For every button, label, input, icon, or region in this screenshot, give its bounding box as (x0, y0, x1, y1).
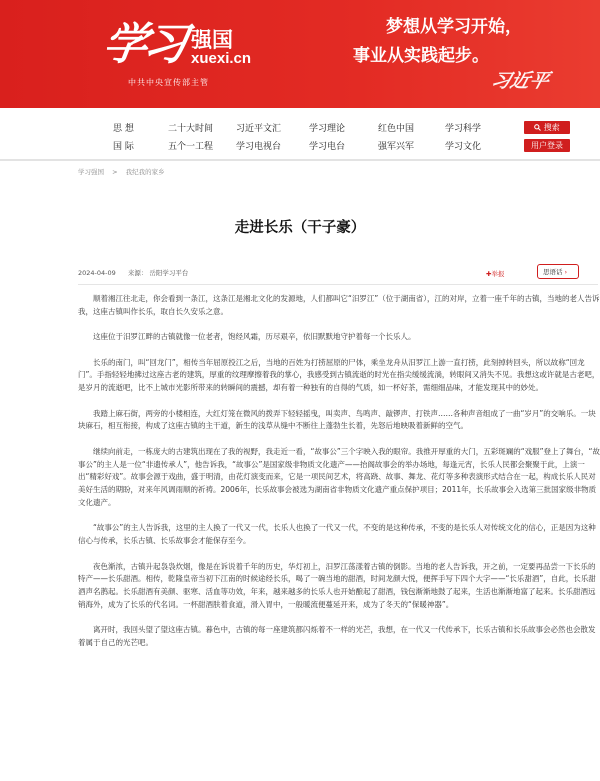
article-paragraph: 长乐的南门，叫“回龙门”，相传当年屈原投江之后，当地的百姓为打捞屈原的尸体，乘坐龙舟从汨罗江上游一直打捞，此刻掉转回头，所以故称“回龙门”。手指轻轻地拂过这座古老的建筑，厚重的纹理摩擦着我的掌心，我感受到古镇流逝的时光在指尖缓缓流淌，转眼间又消失不见。我想这或许就是古老吧，是岁月的流逝吧，比不上城市光影所带来的转瞬间的震撼，却有着一种独有的自得的气质，如一杯好茶，需细细品味，才能发现其中的妙处。 (78, 357, 600, 393)
breadcrumb-current[interactable]: 我纪我的家乡 (125, 168, 165, 176)
nav-item-wenhua[interactable]: 学习文化 (445, 142, 482, 152)
nav-item-dianshi[interactable]: 学习电视台 (236, 142, 282, 152)
logo-subtitle: 中共中央宣传部主管 (128, 78, 209, 87)
article-source: 来源： 岳阳学习平台 (127, 269, 189, 277)
report-link[interactable]: ✚举报 (486, 270, 505, 278)
logo-domain[interactable]: xuexi.cn (191, 50, 252, 67)
article-body (78, 293, 600, 781)
nav-divider (0, 159, 600, 161)
meta-divider (78, 284, 598, 285)
nav-item-ershida[interactable]: 二十大时间 (168, 124, 214, 134)
nav-item-diantai[interactable]: 学习电台 (309, 142, 346, 152)
breadcrumb-separator: > (112, 168, 118, 176)
article-paragraph: 顺着湘江往北走，你会看到一条江，这条江是湘北文化的发源地，人们都叫它“汨罗江”（位于湖南省），江的对岸，立着一座千年的古镇，当地的老人告诉我，这座古镇叫作长乐，取自长久安乐之意。 (78, 294, 600, 316)
nav-item-kexue[interactable]: 学习科学 (445, 124, 482, 134)
site-banner (0, 0, 600, 108)
listen-label: 思语话 (543, 268, 563, 276)
login-button[interactable]: 用户登录 (524, 139, 570, 152)
nav-item-sixiang[interactable]: 思 想 (113, 124, 134, 134)
listen-button[interactable] (537, 264, 579, 279)
article-paragraph: 离开时，我回头望了望这座古镇。暮色中，古镇的每一座建筑都闪烁着不一样的光芒，我想，在一代又一代传承下，长乐古镇和长乐故事会必然也会散发着属于自己的光芒吧。 (78, 625, 596, 648)
article-paragraph: “故事公”的主人告诉我，这里的主人换了一代又一代，长乐人也换了一代又一代，不变的是这种传承，不变的是长乐人对传统文化的信心，正是因为这种信心与传承，长乐古镇、长乐故事会才能保存至今。 (78, 523, 596, 546)
article-title: 走进长乐（干子豪） (234, 220, 366, 236)
logo-name[interactable]: 强国 (191, 28, 233, 52)
search-button[interactable] (524, 121, 570, 134)
nav-item-qiangjun[interactable]: 强军兴军 (378, 142, 415, 152)
chevron-right-icon: › (564, 268, 568, 276)
nav-item-guoji[interactable]: 国 际 (113, 142, 134, 152)
logo-chars[interactable]: 学习 (99, 19, 187, 70)
nav-item-wenhui[interactable]: 习近平文汇 (236, 124, 282, 134)
search-label: 搜索 (543, 123, 560, 132)
nav-item-hongse[interactable]: 红色中国 (378, 124, 415, 134)
slogan-line-1: 梦想从学习开始， (386, 17, 522, 37)
article-paragraph: 夜色渐浓，古镇升起袅袅炊烟，像是在诉说着千年的历史，华灯初上，汨罗江荡漾着古镇的倒影。当地的老人告诉我，开之前，一定要再品尝一下长乐的特产——长乐甜酒。相传，乾隆皇帝当初下江南的时候途经长乐，喝了一碗当地的甜酒，时间龙颜大悦，便挥手写下四个大字——“长乐甜酒”，自此，长乐甜酒声名鹊起。长乐甜酒有美颜、驱寒、活血等功效，年来，越来越多的长乐人也开始酿起了甜酒，钱包渐渐地鼓了起来，生活也渐渐地富了起来。长乐甜酒远销海外，成为了长乐的代名词。一杯甜酒肤着食道，滑入胃中，一般暖流便蔓延开来，成为了冬天的“保暖神器”。 (78, 561, 596, 609)
nav-item-wugeyi[interactable]: 五个一工程 (168, 142, 214, 152)
signature: 习近平 (488, 70, 552, 92)
article-paragraph: 这座位于汨罗江畔的古镇就像一位老者，饱经风霜，历尽艰辛，依旧默默地守护着每一个长乐人。 (93, 332, 416, 342)
report-icon: ✚ (486, 270, 492, 278)
breadcrumb (78, 167, 171, 176)
article-meta (78, 268, 188, 277)
article-date: 2024-04-09 (78, 269, 116, 277)
article-paragraph: 继续向前走，一栋庞大的古建筑出现在了我的视野，我走近一看，“故事公”三个字映入我的眼帘。我推开厚重的大门，五彩斑斓的“戏服”登上了舞台，“故事公”的主人是一位“非遗传承人”，他告诉我，“故事公”是国家级非物质文化遗产——抬阁故事会的举办场地，每逢元宵，长乐人民都会聚聚于此，上演一出“精彩好戏”。故事会源于戏曲，盛于明清，由花灯演变而来，它是一项民间艺术，将高跷、故事、舞龙、花灯等多种表演形式结合在一起，构成长乐人民对美好生活的期盼，对来年风调雨顺的祈祷。2006年，长乐故事会被选为湖南省非物质文化遗产重点保护项目；2011年，长乐故事会入选第三批国家级非物质文化遗产。 (78, 446, 600, 507)
slogan-line-2: 事业从实践起步。 (353, 46, 489, 66)
nav-item-lilun[interactable]: 学习理论 (309, 124, 346, 134)
article-paragraph: 我踏上麻石街，两旁的小楼相连，大红灯笼在微风的拨弄下轻轻摇曳，叫卖声、鸟鸣声、敲锣声、打铁声……各种声音组成了一曲“岁月”的交响乐。一块块麻石，相互衔接，构成了这座古镇的主干道，新生的浅草从缝中不断往上蓬勃生长着，先怒后地映吸着新鲜的空气。 (78, 408, 596, 431)
search-icon (534, 124, 541, 131)
breadcrumb-home[interactable]: 学习强国 (78, 168, 104, 176)
main-nav (0, 121, 600, 153)
